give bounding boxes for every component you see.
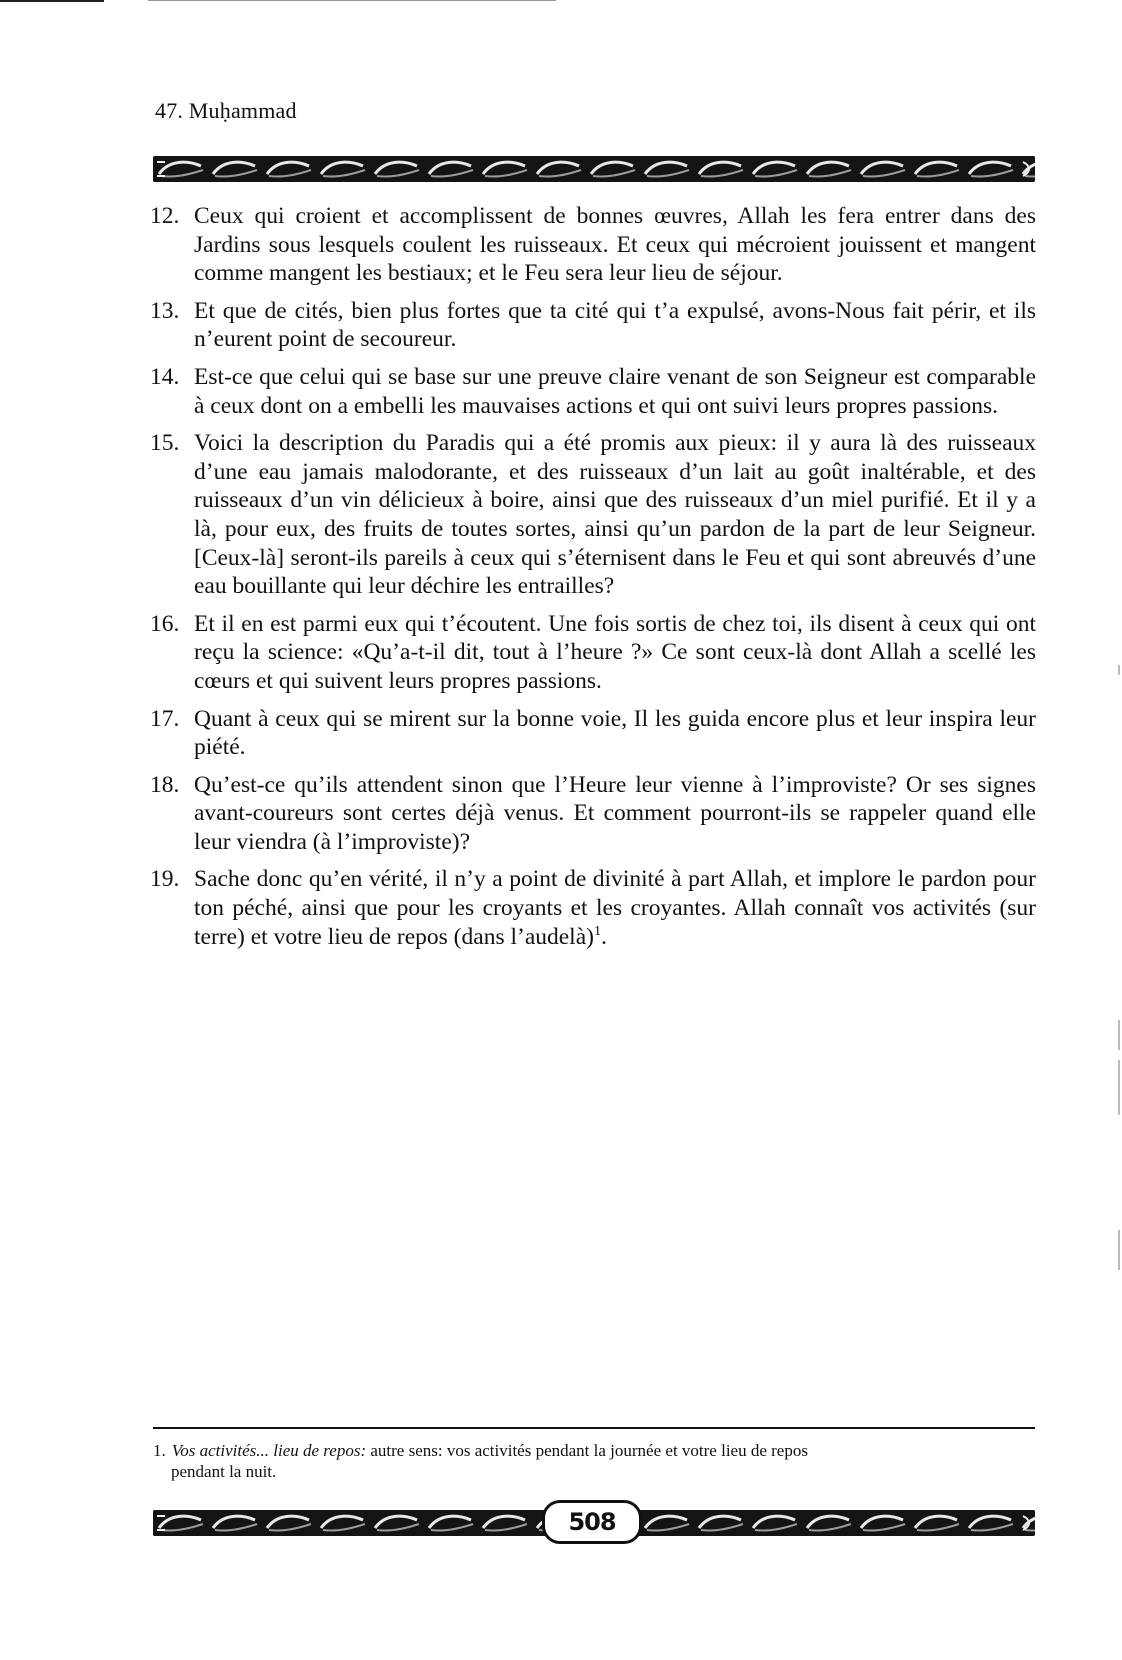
scan-speck xyxy=(1118,1060,1120,1115)
footnote-divider xyxy=(153,1427,1035,1429)
scan-speck xyxy=(1118,1230,1120,1270)
scan-speck xyxy=(1118,1020,1120,1050)
verse-number: 18. xyxy=(150,771,180,798)
verse-text: Qu’est-ce qu’ils attendent sinon que l’Heure leur vienne à l’improviste? Or ses signes avant-coureurs sont certes déjà venus. Et comment pourront-ils se rappeler quand elle leur viendra (à l’improviste)? xyxy=(194,771,1036,855)
footnote-text-continued: pendant la nuit. xyxy=(171,1462,277,1481)
page-number: 508 xyxy=(542,1500,642,1544)
verse-text: Et que de cités, bien plus fortes que ta cité qui t’a expulsé, avons-Nous fait périr, et ils n’eurent point de secoureur. xyxy=(194,297,1036,353)
verse-text xyxy=(194,865,1036,951)
footnote-text: autre sens: vos activités pendant la journée et votre lieu de repos xyxy=(366,1441,808,1460)
verse-list xyxy=(150,202,1036,960)
scan-speck xyxy=(1118,665,1120,675)
footnote-marker: 1. xyxy=(153,1441,166,1460)
footnote xyxy=(153,1440,1035,1482)
verse-18 xyxy=(150,771,1036,857)
footnote-reference-text: Vos activités... lieu de repos: xyxy=(171,1441,367,1460)
scan-edge-rule xyxy=(0,0,104,2)
verse-text-body: Sache donc qu’en vérité, il n’y a point de divinité à part Allah, et implore le pardon pour ton péché, ainsi que pour les croyants et les croyantes. Allah connaît vos activités (sur terre) et votre lieu de repos (dans l’audelà) xyxy=(194,866,1036,950)
verse-number: 13. xyxy=(150,297,180,324)
verse-12 xyxy=(150,202,1036,288)
ornamental-band-top xyxy=(153,156,1035,182)
verse-number: 15. xyxy=(150,430,180,457)
verse-13 xyxy=(150,297,1036,354)
verse-number: 16. xyxy=(150,610,180,637)
ornament-chain-top xyxy=(153,156,1035,182)
verse-text: Voici la description du Paradis qui a été promis aux pieux: il y aura là des ruisseaux d’une eau jamais malodorante, et des ruisseaux d’un lait au goût inaltérable, et des ruisseaux d’un vin délicieux à boire, ainsi que des ruisseaux d’un miel purifié. Et il y a là, pour eux, des fruits de toutes sortes, ainsi qu’un pardon de la part de leur Seigneur. [Ceux-là] seront-ils pareils à ceux qui s’éternisent dans le Feu et qui sont abreuvés d’une eau bouillante qui leur déchire les entrailles? xyxy=(194,430,1036,600)
running-head: 47. Muḥammad xyxy=(155,98,297,123)
verse-number: 14. xyxy=(150,363,180,390)
verse-number: 17. xyxy=(150,705,180,732)
verse-19 xyxy=(150,865,1036,951)
verse-17 xyxy=(150,705,1036,762)
verse-number: 12. xyxy=(150,203,180,229)
footnote-reference[interactable]: 1 xyxy=(593,923,601,939)
scan-top-rule xyxy=(148,0,556,1)
verse-16 xyxy=(150,610,1036,696)
verse-text: Et il en est parmi eux qui t’écoutent. Une fois sortis de chez toi, ils disent à ceux qui ont reçu la science: «Qu’a-t-il dit, tout à l’heure ?» Ce sont ceux-là dont Allah a scellé les cœurs et qui suivent leurs propres passions. xyxy=(194,610,1036,694)
verse-15 xyxy=(150,429,1036,601)
verse-text: Ceux qui croient et accomplissent de bonnes œuvres, Allah les fera entrer dans des Jardins sous lesquels coulent les ruisseaux. Et ceux qui mécroient jouissent et mangent comme mangent les bestiaux; et le Feu sera leur lieu de séjour. xyxy=(194,203,1036,287)
verse-14 xyxy=(150,363,1036,420)
verse-text-end: . xyxy=(600,923,607,950)
verse-text: Quant à ceux qui se mirent sur la bonne voie, Il les guida encore plus et leur inspira leur piété. xyxy=(194,705,1036,761)
verse-number: 19. xyxy=(150,866,180,893)
verse-text: Est-ce que celui qui se base sur une preuve claire venant de son Seigneur est comparable à ceux dont on a embelli les mauvaises actions et qui ont suivi leurs propres passions. xyxy=(194,363,1036,419)
